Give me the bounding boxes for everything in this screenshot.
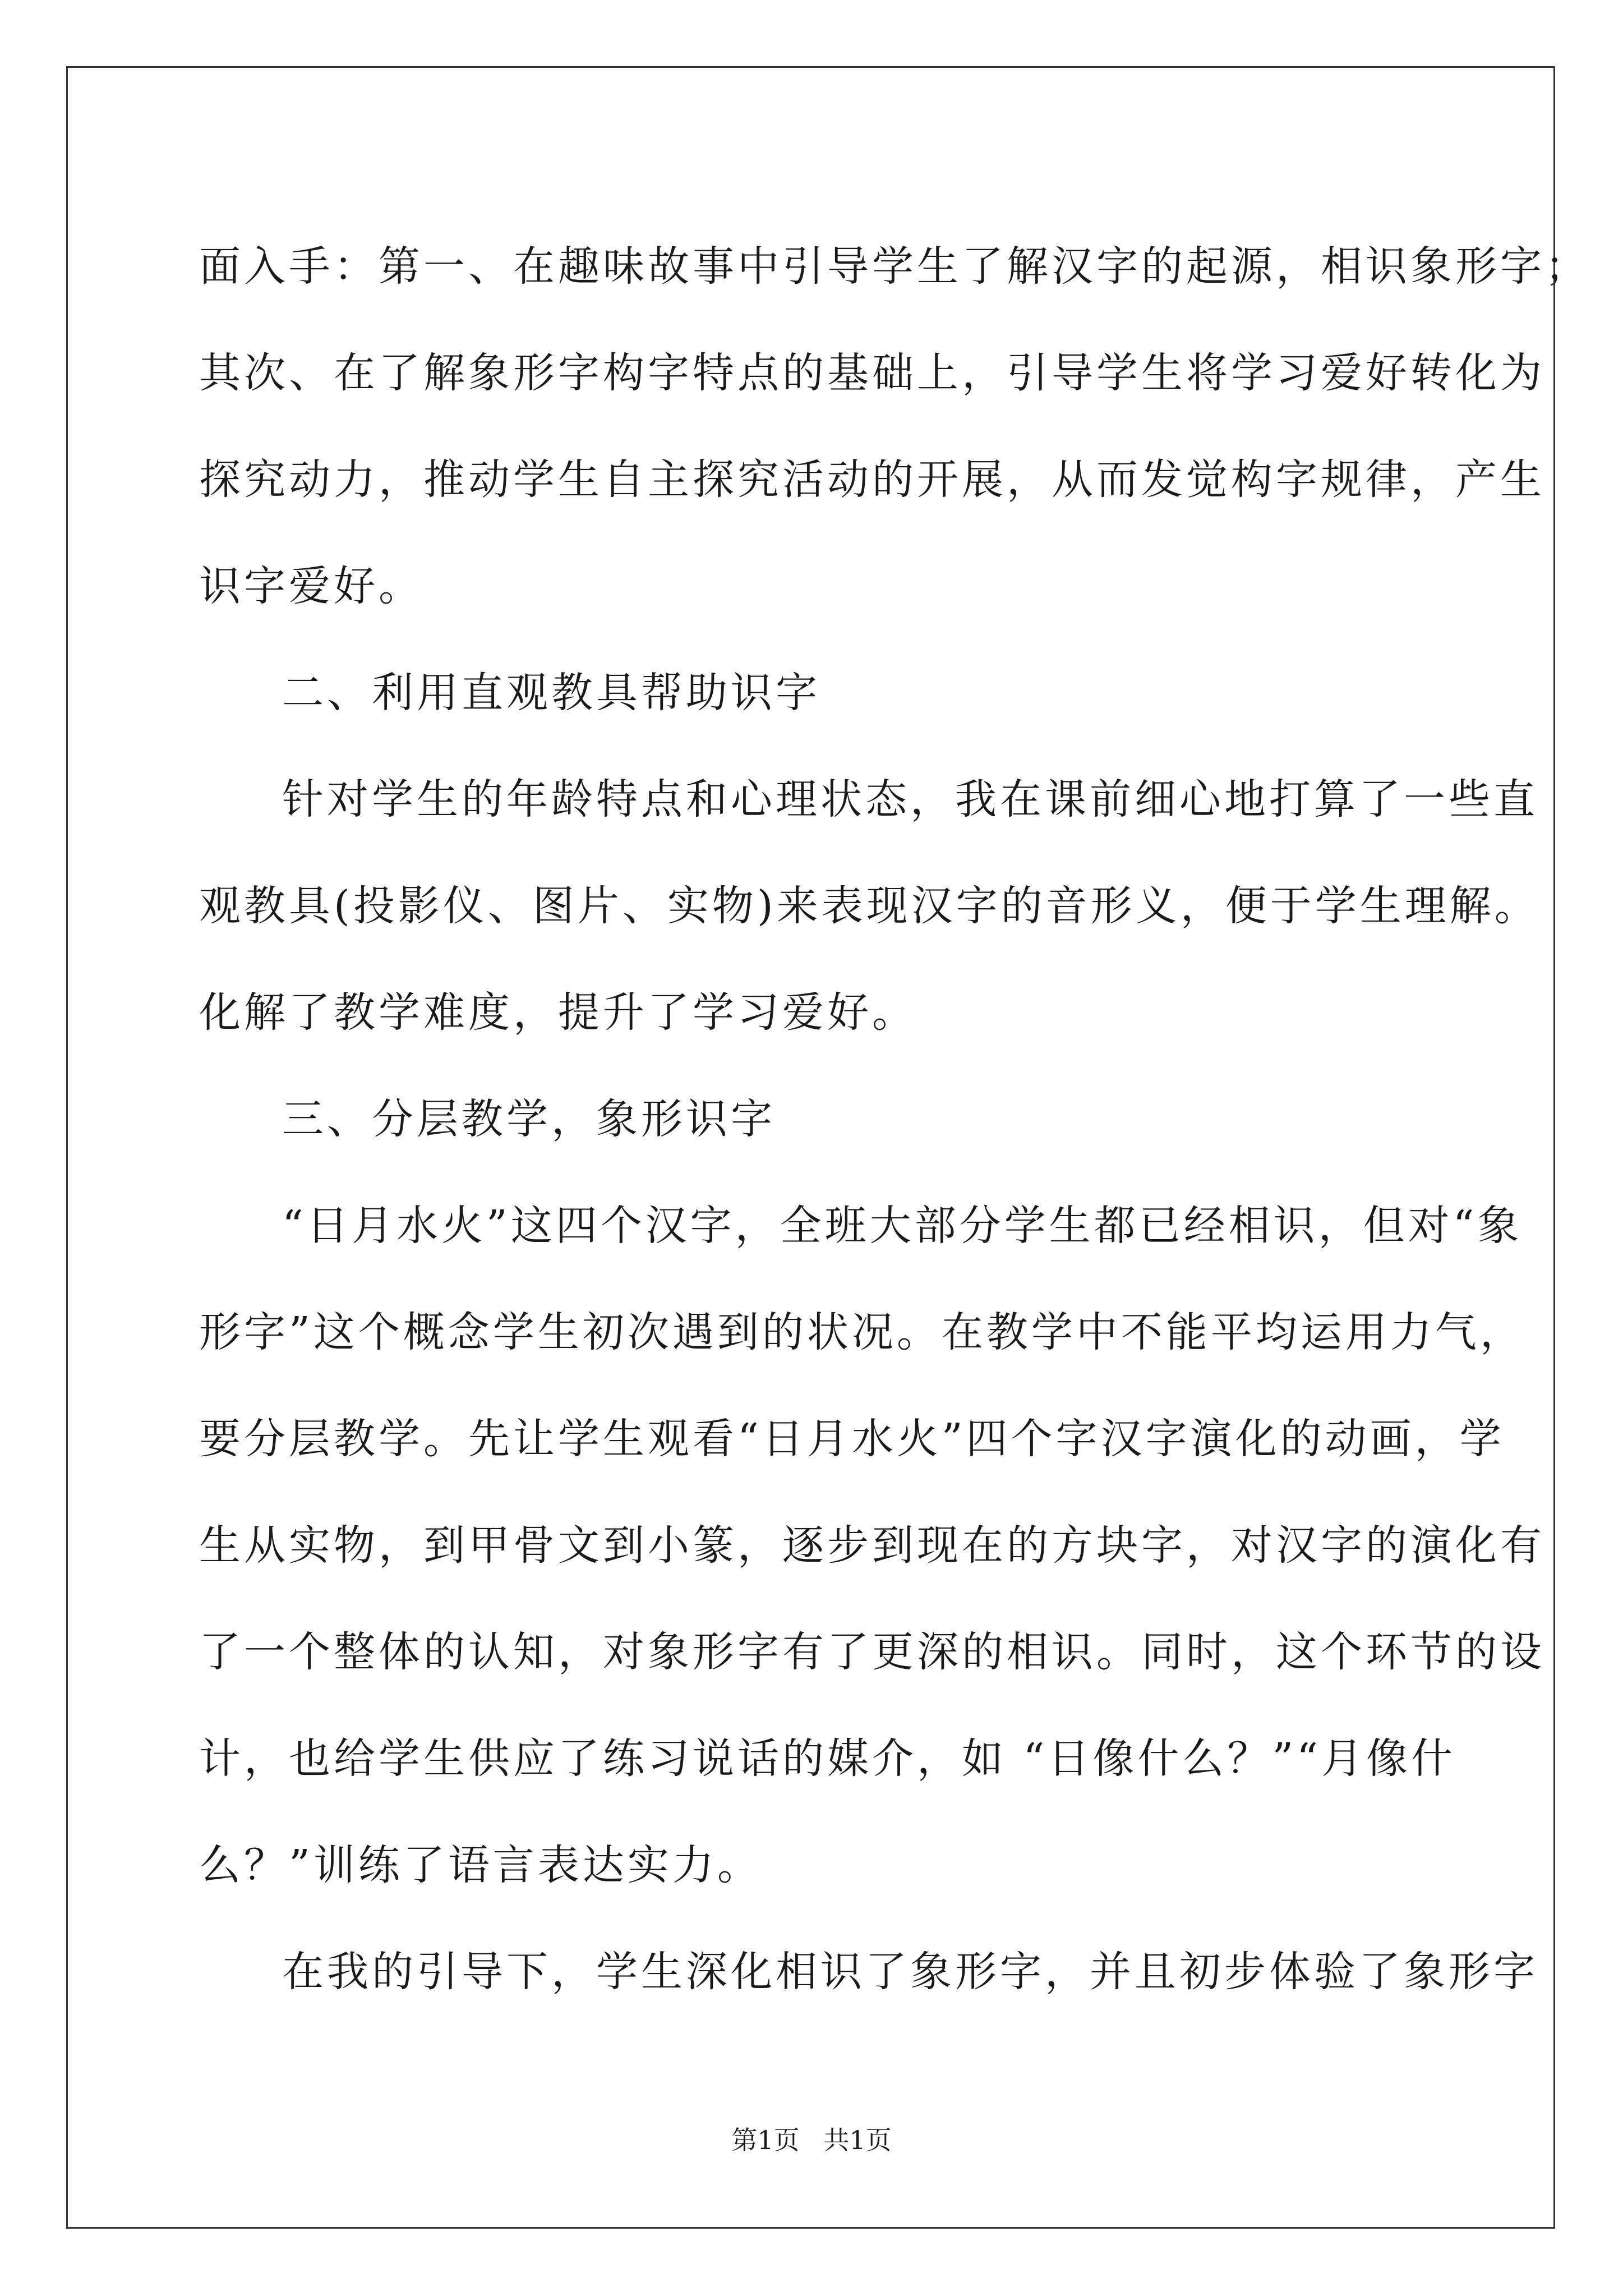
text-line: 形字”这个概念学生初次遇到的状况。在教学中不能平均运用力气， — [199, 1308, 1525, 1356]
text-line: 么？”训练了语言表达实力。 — [199, 1841, 762, 1889]
text-line: 生从实物，到甲骨文到小篆，逐步到现在的方块字，对汉字的演化有 — [199, 1521, 1545, 1570]
document-body — [199, 213, 1590, 2025]
text-line: 化解了教学难度，提升了学习爱好。 — [199, 988, 917, 1037]
text-line: “日月水火”这四个汉字，全班大部分学生都已经相识，但对“象 — [282, 1202, 1523, 1250]
text-line: 识字爱好。 — [199, 562, 423, 610]
text-line: 在我的引导下，学生深化相识了象形字，并且初步体验了象形字 — [282, 1948, 1538, 1996]
text-line: 了一个整体的认知，对象形字有了更深的相识。同时，这个环节的设 — [199, 1628, 1545, 1676]
page-footer — [0, 2123, 1623, 2157]
text-line: 其次、在了解象形字构字特点的基础上，引导学生将学习爱好转化为 — [199, 349, 1545, 397]
section-heading: 二、利用直观教具帮助识字 — [282, 669, 820, 717]
page-total: 共1页 — [823, 2125, 892, 2155]
text-line: 要分层教学。先让学生观看“日月水火”四个字汉字演化的动画，学 — [199, 1415, 1505, 1463]
page-number: 第1页 — [731, 2125, 800, 2155]
text-line: 观教具(投影仪、图片、实物)来表现汉字的音形义，便于学生理解。 — [199, 882, 1539, 930]
section-heading: 三、分层教学，象形识字 — [282, 1095, 776, 1143]
text-line: 探究动力，推动学生自主探究活动的开展，从而发觉构字规律，产生 — [199, 455, 1545, 504]
text-line: 针对学生的年龄特点和心理状态，我在课前细心地打算了一些直 — [282, 775, 1538, 823]
text-line: 面入手：第一、在趣味故事中引导学生了解汉字的起源，相识象形字； — [199, 242, 1590, 291]
text-line: 计，也给学生供应了练习说话的媒介，如 “日像什么？”“月像什 — [199, 1734, 1456, 1783]
